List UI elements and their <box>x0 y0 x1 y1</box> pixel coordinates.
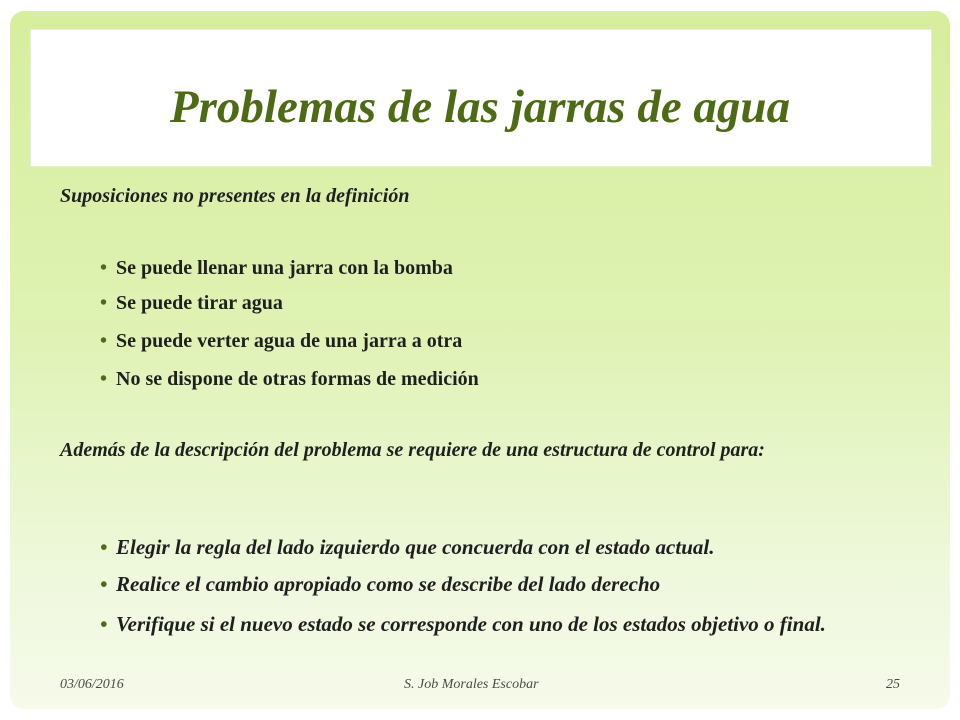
section1-bullet-1 <box>100 253 916 283</box>
section1-heading: Suposiciones no presentes en la definición <box>60 185 410 207</box>
section1-bullet-4 <box>100 364 916 394</box>
bullet-dot: • <box>100 257 108 279</box>
slide-title: Problemas de las jarras de agua <box>169 81 791 133</box>
bullet-text: Verifique si el nuevo estado se corresponde con uno de los estados objetivo o final. <box>116 612 826 636</box>
bullet-dot: • <box>100 368 108 390</box>
bullet-dot: • <box>100 292 108 314</box>
bullet-dot: • <box>100 612 108 636</box>
bullet-dot: • <box>100 330 108 352</box>
section2-bullet-1 <box>100 532 916 562</box>
footer-author: S. Job Morales Escobar <box>404 677 539 692</box>
bullet-dot: • <box>100 535 108 559</box>
section2-heading: Además de la descripción del problema se requiere de una estructura de control para: <box>60 439 765 461</box>
bullet-text: Realice el cambio apropiado como se describe del lado derecho <box>116 572 661 596</box>
bullet-text: Se puede tirar agua <box>116 292 283 314</box>
section2-bullet-2 <box>100 569 916 599</box>
section1-bullet-3 <box>100 326 916 356</box>
bullet-text: Se puede verter agua de una jarra a otra <box>116 330 463 352</box>
bullet-text: Se puede llenar una jarra con la bomba <box>116 257 453 279</box>
section2-bullet-3 <box>100 607 876 641</box>
bullet-dot: • <box>100 572 108 596</box>
footer-date: 03/06/2016 <box>60 677 124 692</box>
footer-page-number: 25 <box>886 677 900 692</box>
section1-bullet-2 <box>100 288 916 318</box>
bullet-text: Elegir la regla del lado izquierdo que concuerda con el estado actual. <box>116 535 715 559</box>
bullet-text: No se dispone de otras formas de medición <box>116 368 479 390</box>
